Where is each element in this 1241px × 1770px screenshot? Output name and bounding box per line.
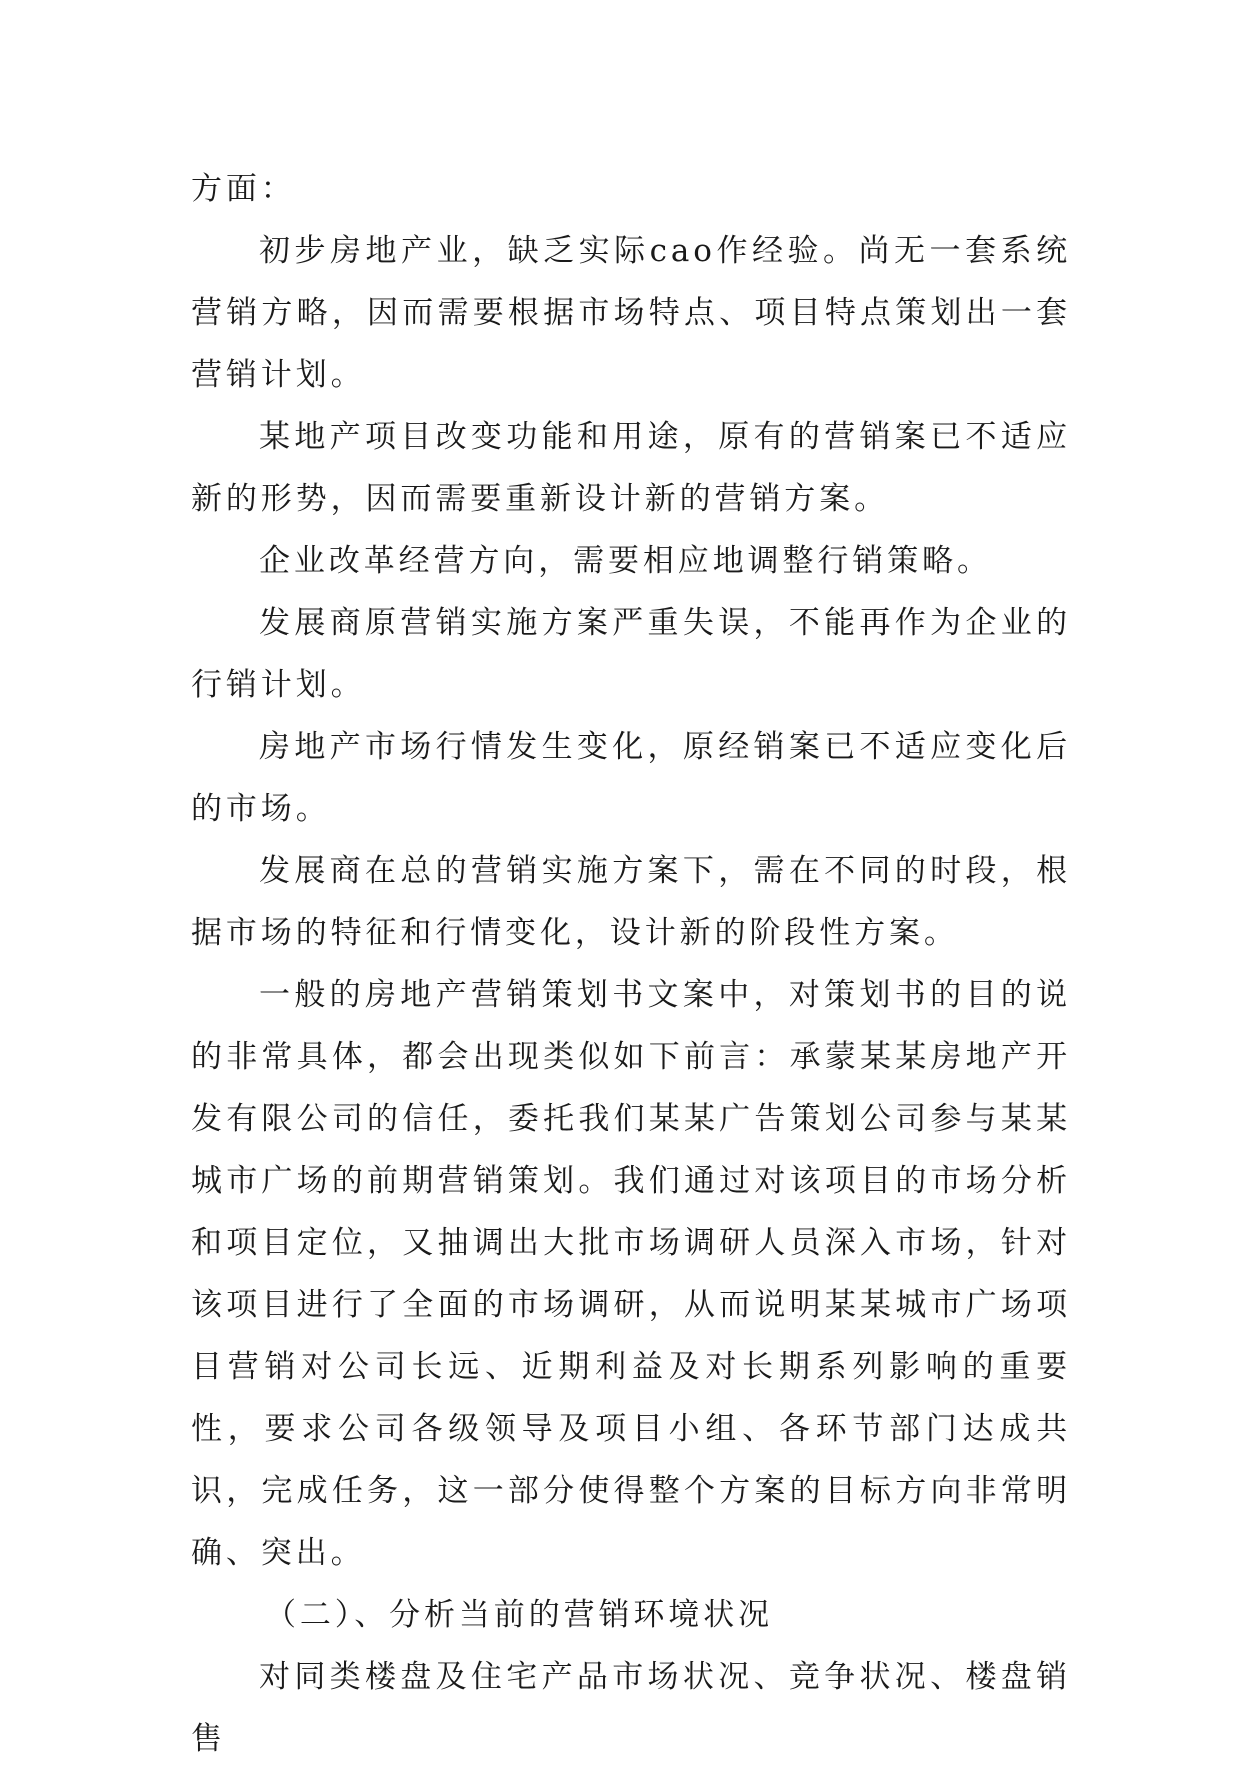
paragraph-reason-1: 初步房地产业，缺乏实际cao作经验。尚无一套系统营销方略，因而需要根据市场特点、项目特点策划出一套营销计划。 xyxy=(191,233,1071,393)
paragraph-reason-5: 房地产市场行情发生变化，原经销案已不适应变化后的市场。 xyxy=(191,729,1071,827)
section-heading: （二）、分析当前的营销环境状况 xyxy=(265,1597,773,1633)
paragraph-preface-example: 一般的房地产营销策划书文案中，对策划书的目的说的非常具体，都会出现类似如下前言：承蒙某某房地产开发有限公司的信任，委托我们某某广告策划公司参与某某城市广场的前期营销策划。我们通过对该项目的市场分析和项目定位，又抽调出大批市场调研人员深入市场，针对该项目进行了全面的市场调研，从而说明某某城市广场项目营销对公司长远、近期利益及对长期系列影响的重要性，要求公司各级领导及项目小组、各环节部门达成共识，完成任务，这一部分使得整个方案的目标方向非常明确、突出。 xyxy=(191,977,1071,1571)
paragraph-reason-6: 发展商在总的营销实施方案下，需在不同的时段，根据市场的特征和行情变化，设计新的阶段性方案。 xyxy=(191,853,1071,951)
paragraph-continuation: 方面： xyxy=(191,171,296,207)
paragraph-market-analysis: 对同类楼盘及住宅产品市场状况、竞争状况、楼盘销售 xyxy=(191,1659,1071,1757)
paragraph-reason-3: 企业改革经营方向，需要相应地调整行销策略。 xyxy=(259,543,992,579)
paragraph-reason-4: 发展商原营销实施方案严重失误，不能再作为企业的行销计划。 xyxy=(191,605,1071,703)
paragraph-reason-2: 某地产项目改变功能和用途，原有的营销案已不适应新的形势，因而需要重新设计新的营销方案。 xyxy=(191,419,1071,517)
document-body xyxy=(191,158,1071,1770)
